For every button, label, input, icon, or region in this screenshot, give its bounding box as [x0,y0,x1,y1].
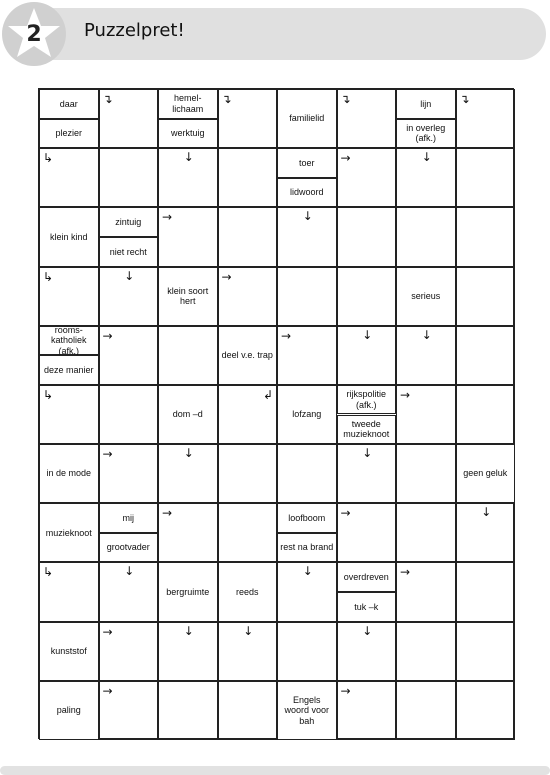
clue-arrow-icon: → [400,387,411,402]
clue-cell: bergruimte [158,562,218,621]
clue-arrow-icon: → [102,328,113,343]
clue-cell: mij [99,503,159,533]
answer-cell[interactable] [456,622,516,681]
clue-arrow-icon: → [340,151,351,166]
clue-arrow-icon: → [221,269,232,284]
clue-cell: lofzang [277,385,337,444]
clue-arrow-icon: ↓ [124,268,135,283]
answer-cell[interactable] [456,148,516,207]
clue-arrow-icon: ↓ [481,505,492,520]
clue-cell: in de mode [39,444,99,503]
clue-cell: zintuig [99,207,159,237]
answer-cell[interactable] [218,444,278,503]
clue-arrow-icon: ↳ [43,387,54,402]
answer-cell[interactable] [218,503,278,562]
clue-arrow-icon: ↳ [43,565,54,580]
answer-cell[interactable] [456,207,516,266]
answer-cell[interactable] [99,148,159,207]
clue-cell: loofboom [277,503,337,533]
answer-cell[interactable] [337,207,397,266]
clue-arrow-icon: ↓ [302,564,313,579]
answer-cell[interactable] [218,148,278,207]
clue-arrow-icon: → [102,624,113,639]
clue-arrow-icon: ↳ [43,269,54,284]
clue-cell: deze manier [39,355,99,385]
clue-arrow-icon: → [340,683,351,698]
clue-cell: rooms-katholiek (afk.) [39,326,99,356]
clue-arrow-icon: ↳ [43,151,54,166]
answer-cell[interactable] [396,444,456,503]
clue-cell: serieus [396,267,456,326]
clue-cell: niet recht [99,237,159,267]
answer-cell[interactable] [99,385,159,444]
answer-cell[interactable] [277,444,337,503]
clue-cell: Engels woord voor bah [277,681,337,740]
clue-cell: klein kind [39,207,99,266]
answer-cell[interactable] [277,622,337,681]
clue-arrow-icon: ↓ [362,446,373,461]
clue-cell: geen geluk [456,444,516,503]
crossword-grid [38,88,514,739]
clue-arrow-icon: → [162,506,173,521]
puzzle-number-badge [2,2,66,66]
clue-arrow-icon: ↓ [302,209,313,224]
clue-cell: familielid [277,89,337,148]
answer-cell[interactable] [456,267,516,326]
answer-cell[interactable] [158,326,218,385]
clue-arrow-icon: ↓ [243,623,254,638]
answer-cell[interactable] [456,385,516,444]
clue-arrow-icon: ↓ [183,150,194,165]
answer-cell[interactable] [218,207,278,266]
clue-cell: overdreven [337,562,397,592]
clue-cell: deel v.e. trap [218,326,278,385]
clue-arrow-icon: ↴ [340,92,351,106]
clue-arrow-icon: → [102,683,113,698]
clue-cell: klein soort hert [158,267,218,326]
answer-cell[interactable] [396,503,456,562]
clue-cell: toer [277,148,337,178]
clue-cell: tweede muzieknoot [337,415,397,445]
clue-arrow-icon: ↓ [421,327,432,342]
clue-cell: tuk –k [337,592,397,622]
clue-cell: plezier [39,119,99,149]
clue-arrow-icon: → [102,447,113,462]
page-title: Puzzelpret! [84,20,185,41]
clue-cell: rijkspolitie (afk.) [337,385,397,415]
clue-cell: in overleg (afk.) [396,119,456,149]
answer-cell[interactable] [396,681,456,740]
clue-cell: dom –d [158,385,218,444]
clue-arrow-icon: ↴ [102,92,113,106]
clue-arrow-icon: ↓ [362,623,373,638]
clue-arrow-icon: → [281,328,292,343]
answer-cell[interactable] [456,326,516,385]
clue-cell: muzieknoot [39,503,99,562]
clue-cell: rest na brand [277,533,337,563]
answer-cell[interactable] [337,267,397,326]
clue-arrow-icon: ↴ [459,92,470,106]
clue-cell: grootvader [99,533,159,563]
clue-arrow-icon: ↓ [183,623,194,638]
puzzle-number: 2 [26,21,42,47]
answer-cell[interactable] [218,681,278,740]
answer-cell[interactable] [396,622,456,681]
clue-arrow-icon: ↓ [362,327,373,342]
clue-arrow-icon: → [162,210,173,225]
clue-cell: kunststof [39,622,99,681]
clue-cell: werktuig [158,119,218,149]
footer-bar [0,766,550,775]
clue-arrow-icon: ↴ [221,92,232,106]
clue-arrow-icon: ↓ [124,564,135,579]
answer-cell[interactable] [158,681,218,740]
answer-cell[interactable] [396,207,456,266]
clue-cell: paling [39,681,99,740]
clue-arrow-icon: ↓ [183,446,194,461]
clue-cell: reeds [218,562,278,621]
clue-cell: hemel-lichaam [158,89,218,119]
clue-cell: daar [39,89,99,119]
clue-arrow-icon: → [400,565,411,580]
clue-cell: lidwoord [277,178,337,208]
clue-arrow-icon: ↓ [421,150,432,165]
clue-arrow-icon: → [340,506,351,521]
answer-cell[interactable] [456,681,516,740]
clue-arrow-icon: ↲ [263,387,274,402]
answer-cell[interactable] [456,562,516,621]
clue-cell: lijn [396,89,456,119]
answer-cell[interactable] [277,267,337,326]
